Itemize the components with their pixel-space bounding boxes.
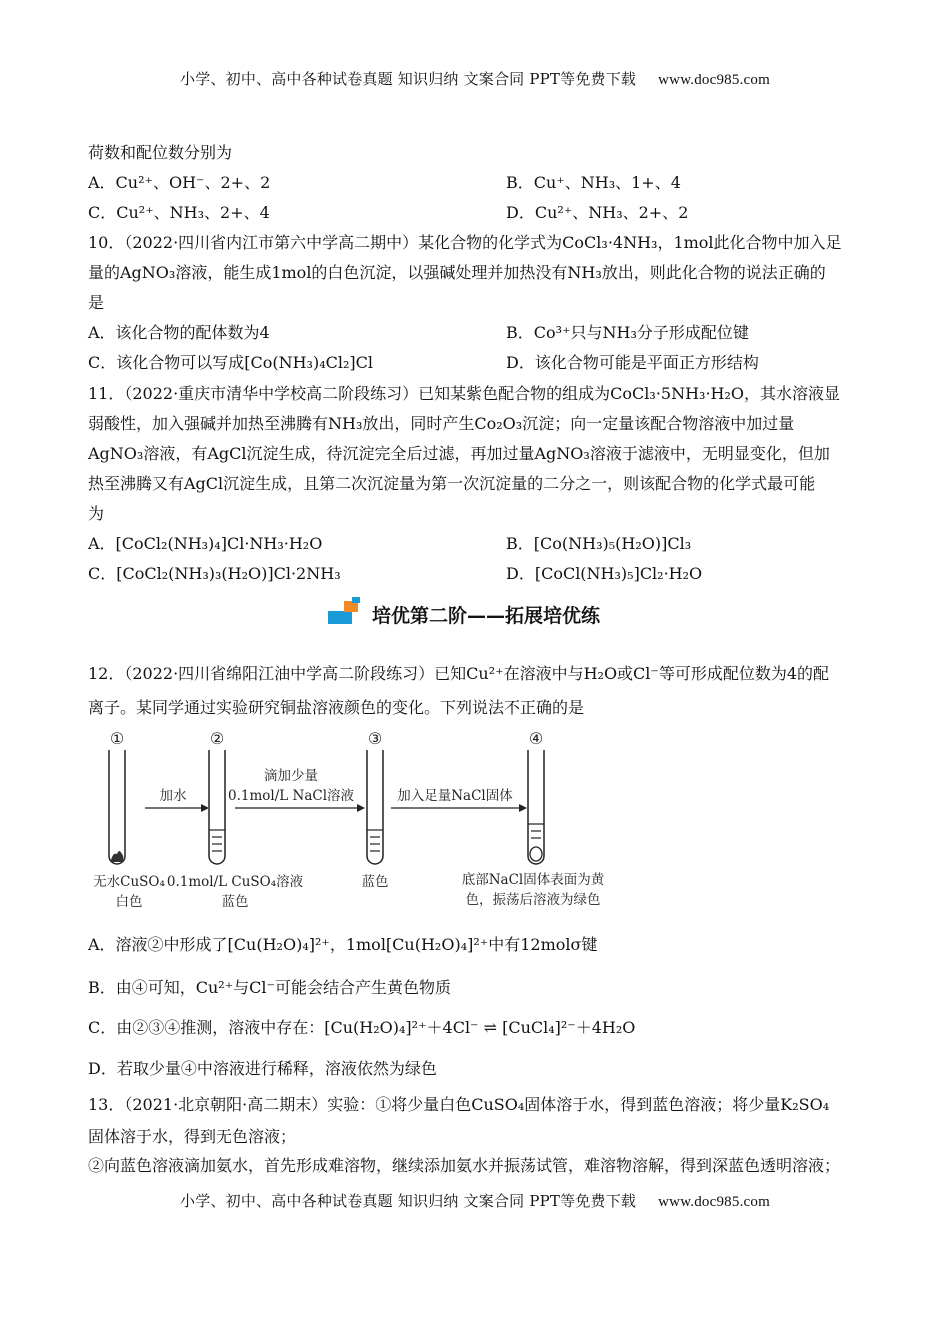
arrow-3	[391, 804, 527, 812]
q11-stem-line5: 为	[88, 504, 105, 523]
section-title	[328, 597, 600, 631]
tube1-caption-line2: 白色	[115, 894, 143, 910]
q12-option-c[interactable]: C．由②③④推测，溶液中存在：[Cu(H₂O)₄]²⁺＋4Cl⁻ ⇌ [CuCl₄]²⁻＋4H₂O	[88, 1018, 636, 1037]
q11-option-a[interactable]: A．[CoCl₂(NH₃)₄]Cl·NH₃·H₂O	[88, 534, 323, 553]
q12-option-a[interactable]: A．溶液②中形成了[Cu(H₂O)₄]²⁺，1mol[Cu(H₂O)₄]²⁺中有12molσ键	[88, 935, 598, 954]
q11-stem-line3: AgNO₃溶液，有AgCl沉淀生成，待沉淀完全后过滤，再加过量AgNO₃溶液于滤液中，无明显变化，但加	[88, 444, 830, 463]
q10-stem-line3: 是	[88, 293, 105, 312]
q11-stem-line1: 11．（2022·重庆市清华中学校高二阶段练习）已知某紫色配合物的组成为CoCl₃·5NH₃·H₂O，其水溶液显	[88, 384, 841, 403]
q12-option-b[interactable]: B．由④可知，Cu²⁺与Cl⁻可能会结合产生黄色物质	[88, 978, 451, 997]
q11-option-d[interactable]: D．[CoCl(NH₃)₅]Cl₂·H₂O	[506, 564, 703, 583]
q9-continuation: 荷数和配位数分别为	[88, 143, 233, 162]
tube3-caption: 蓝色	[361, 874, 389, 890]
q10-option-d[interactable]: D．该化合物可能是平面正方形结构	[506, 353, 759, 372]
q11-options-row1	[88, 533, 868, 555]
tube4-number: ④	[528, 729, 544, 748]
q11-options-row2	[88, 563, 868, 585]
tube1-number: ①	[109, 729, 125, 748]
footer-site-link[interactable]: www.doc985.com	[658, 1194, 770, 1210]
tube4-liquid-lines	[528, 824, 544, 838]
q9-option-b[interactable]: B．Cu⁺、NH₃、1+、4	[506, 173, 681, 192]
tube4-caption-line2: 色，振荡后溶液为绿色	[465, 892, 601, 908]
q11-option-b[interactable]: B．[Co(NH₃)₅(H₂O)]Cl₃	[506, 534, 692, 553]
cuso4-powder-icon	[111, 851, 123, 862]
arrow1-label: 加水	[159, 788, 187, 804]
q11-stem-line2: 弱酸性，加入强碱并加热至沸腾有NH₃放出，同时产生Co₂O₃沉淀；向一定量该配合物溶液中加过量	[88, 414, 795, 433]
experiment-diagram	[85, 726, 625, 916]
arrow2-label-line1: 滴加少量	[264, 768, 318, 784]
page-header	[0, 68, 950, 89]
tube2-number: ②	[209, 729, 225, 748]
page-footer	[0, 1190, 950, 1211]
tube4-caption-line1: 底部NaCl固体表面为黄	[461, 872, 605, 888]
q10-stem-line1: 10．（2022·四川省内江市第六中学高二期中）某化合物的化学式为CoCl₃·4NH₃，1mol此化合物中加入足	[88, 233, 842, 252]
q12-option-d[interactable]: D．若取少量④中溶液进行稀释，溶液依然为绿色	[88, 1059, 437, 1078]
q9-option-d[interactable]: D．Cu²⁺、NH₃、2+、2	[506, 203, 689, 222]
arrow2-label-line2: 0.1mol/L NaCl溶液	[227, 788, 355, 804]
nacl-solid-icon	[530, 847, 542, 861]
q9-option-c[interactable]: C．Cu²⁺、NH₃、2+、4	[88, 203, 270, 222]
q11-stem-line4: 热至沸腾又有AgCl沉淀生成，且第二次沉淀量为第一次沉淀量的二分之一，则该配合物的化学式最可能	[88, 474, 816, 493]
tube2-caption-line1: 0.1mol/L CuSO₄溶液	[166, 874, 304, 890]
arrow-2	[235, 804, 365, 812]
test-tube-1	[109, 750, 125, 864]
tube2-liquid-lines	[209, 830, 225, 851]
tube2-caption-line2: 蓝色	[221, 894, 249, 910]
tube3-liquid-lines	[367, 830, 383, 851]
arrow3-label: 加入足量NaCl固体	[397, 788, 513, 804]
q13-stem-line3: ②向蓝色溶液滴加氨水，首先形成难溶物，继续添加氨水并振荡试管，难溶物溶解，得到深蓝色透明溶液；	[88, 1156, 841, 1175]
tube3-number: ③	[367, 729, 383, 748]
q10-stem-line2: 量的AgNO₃溶液，能生成1mol的白色沉淀，以强碱处理并加热没有NH₃放出，则此化合物的说法正确的	[88, 263, 826, 282]
q9-options-row1	[88, 172, 868, 194]
q10-option-b[interactable]: B．Co³⁺只与NH₃分子形成配位键	[506, 323, 749, 342]
q11-option-c[interactable]: C．[CoCl₂(NH₃)₃(H₂O)]Cl·2NH₃	[88, 564, 341, 583]
q12-stem-line1: 12．（2022·四川省绵阳江油中学高二阶段练习）已知Cu²⁺在溶液中与H₂O或Cl⁻等可形成配位数为4的配	[88, 664, 830, 683]
q12-stem-line2: 离子。某同学通过实验研究铜盐溶液颜色的变化。下列说法不正确的是	[88, 698, 585, 717]
header-text: 小学、初中、高中各种试卷真题 知识归纳 文案合同 PPT等免费下载	[180, 70, 637, 88]
section-title-text: 培优第二阶——拓展培优练	[372, 604, 601, 627]
q10-option-c[interactable]: C．该化合物可以写成[Co(NH₃)₄Cl₂]Cl	[88, 353, 374, 372]
section-logo-icon	[328, 597, 368, 631]
test-tube-3	[367, 750, 383, 864]
test-tube-2	[209, 750, 225, 864]
q9-options-row2	[88, 202, 868, 224]
q10-option-a[interactable]: A．该化合物的配体数为4	[88, 323, 270, 342]
q13-stem-line2: 固体溶于水，得到无色溶液；	[88, 1127, 297, 1146]
footer-text: 小学、初中、高中各种试卷真题 知识归纳 文案合同 PPT等免费下载	[180, 1192, 637, 1210]
arrow-1	[145, 804, 209, 812]
q10-options-row1	[88, 322, 868, 344]
q9-option-a[interactable]: A．Cu²⁺、OH⁻、2+、2	[88, 173, 271, 192]
header-site-link[interactable]: www.doc985.com	[658, 72, 770, 88]
q10-options-row2	[88, 352, 868, 374]
q13-stem-line1: 13．（2021·北京朝阳·高二期末）实验：①将少量白色CuSO₄固体溶于水，得到蓝色溶液；将少量K₂SO₄	[88, 1095, 830, 1114]
tube1-caption-line1: 无水CuSO₄	[93, 874, 165, 890]
